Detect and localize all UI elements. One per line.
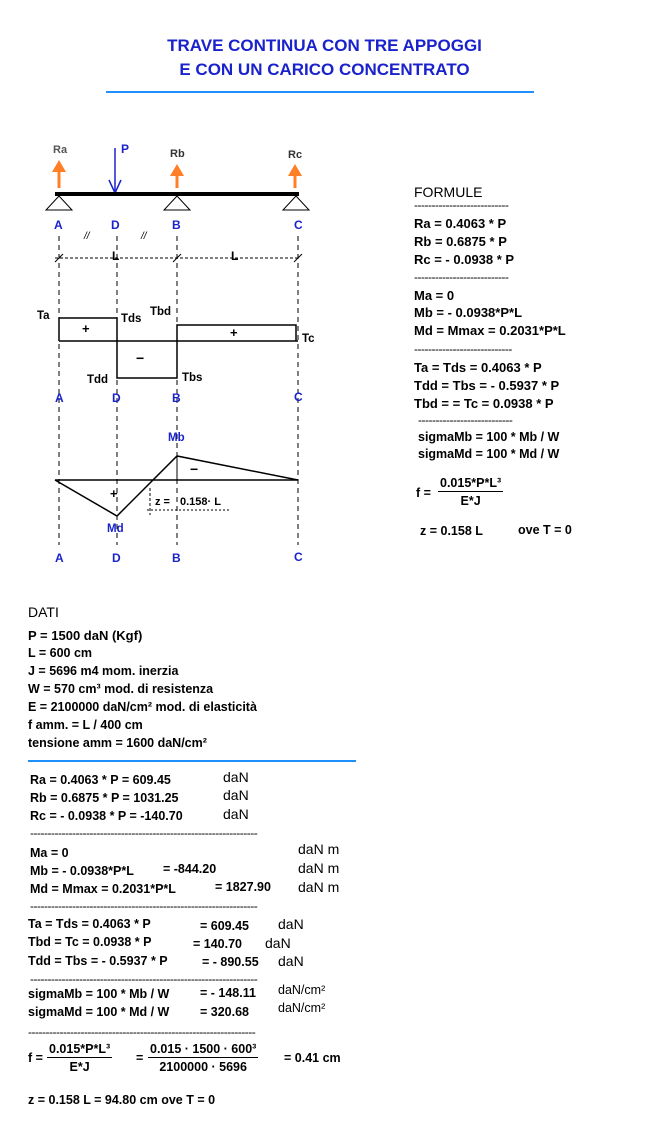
result-sigma-mb: sigmaMb = 100 * Mb / W <box>28 987 170 1001</box>
result-sep-3: ----------------------------------------------------------------- <box>30 972 258 986</box>
dati-heading: DATI <box>28 604 59 620</box>
result-tdd-value: = - 890.55 <box>202 955 259 969</box>
result-rc-unit: daN <box>223 806 249 822</box>
label-md: Md <box>107 523 124 535</box>
formule-rb: Rb = 0.6875 * P <box>414 234 507 249</box>
span-label-2: L <box>231 249 239 263</box>
label-ra: Ra <box>53 144 68 156</box>
formule-sep-4: --------------------------- <box>418 413 513 427</box>
point-d-label-3: D <box>112 551 121 565</box>
z-value: 0.158· L <box>180 496 221 508</box>
title-rule <box>106 91 534 93</box>
result-ma-unit: daN m <box>298 841 340 857</box>
shear-plus-2: + <box>230 325 238 340</box>
result-tbd: Tbd = Tc = 0.0938 * P <box>28 935 152 949</box>
result-mb-value: = -844.20 <box>163 862 217 876</box>
formule-heading: FORMULE <box>414 184 483 200</box>
formule-mb: Mb = - 0.0938*P*L <box>414 305 523 320</box>
support-a <box>46 196 72 210</box>
result-f-value: = 0.41 cm <box>284 1051 341 1065</box>
point-c-label: C <box>294 218 303 232</box>
point-a-label: A <box>54 218 63 232</box>
result-f-denominator-2: 2100000 · 5696 <box>159 1060 247 1074</box>
label-rb: Rb <box>170 148 185 160</box>
label-ta: Ta <box>37 310 50 322</box>
point-c-label-2: C <box>294 390 303 404</box>
label-tdd: Tdd <box>87 374 109 386</box>
formule-sigma-mb: sigmaMb = 100 * Mb / W <box>418 430 560 444</box>
shear-block-db <box>117 341 177 378</box>
label-tbd: Tbd <box>150 306 172 318</box>
result-rb-unit: daN <box>223 787 249 803</box>
result-sigma-mb-value: = - 148.11 <box>200 986 256 1000</box>
formule-f-numerator: 0.015*P*L³ <box>440 476 502 490</box>
reaction-arrow-c <box>288 164 302 188</box>
result-md: Md = Mmax = 0.2031*P*L <box>30 882 176 896</box>
result-sigma-md: sigmaMd = 100 * Md / W <box>28 1005 170 1019</box>
point-b-label-3: B <box>172 551 181 565</box>
result-f-fraction-2 <box>148 1042 258 1074</box>
dati-e: E = 2100000 daN/cm² mod. di elasticità <box>28 700 257 714</box>
shear-minus: − <box>136 350 145 366</box>
result-ta-unit: daN <box>278 916 304 932</box>
label-rc: Rc <box>288 149 303 161</box>
point-d-label: D <box>111 218 120 232</box>
result-sigma-md-value: = 320.68 <box>200 1005 250 1019</box>
result-ta: Ta = Tds = 0.4063 * P <box>28 917 151 931</box>
formule-ta: Ta = Tds = 0.4063 * P <box>414 360 542 375</box>
label-p: P <box>121 142 130 156</box>
result-tbd-unit: daN <box>265 935 291 951</box>
half-mark-1: // <box>84 231 90 242</box>
support-c <box>283 196 309 210</box>
result-rb: Rb = 0.6875 * P = 1031.25 <box>30 791 179 805</box>
result-sigma-mb-unit: daN/cm² <box>278 983 326 997</box>
page-subtitle: E CON UN CARICO CONCENTRATO <box>179 60 470 79</box>
label-mb: Mb <box>168 432 185 444</box>
result-rc: Rc = - 0.0938 * P = -140.70 <box>30 809 183 823</box>
formule-sep-3: ---------------------------- <box>414 342 512 356</box>
formule-rc: Rc = - 0.0938 * P <box>414 252 515 267</box>
formule-sigma-md: sigmaMd = 100 * Md / W <box>418 447 560 461</box>
result-f-numerator-2: 0.015 · 1500 · 600³ <box>150 1042 257 1056</box>
result-sep-4: ----------------------------------------------------------------- <box>28 1025 256 1039</box>
label-tc: Tc <box>302 333 315 345</box>
page-title: TRAVE CONTINUA CON TRE APPOGGI <box>167 36 482 55</box>
label-tbs: Tbs <box>182 372 203 384</box>
point-b-label-2: B <box>172 391 181 405</box>
result-sep-1: ----------------------------------------------------------------- <box>30 826 258 840</box>
result-ta-value: = 609.45 <box>200 919 250 933</box>
result-tdd: Tdd = Tbs = - 0.5937 * P <box>28 954 168 968</box>
span-label-1: L <box>112 249 120 263</box>
result-f-eq: = <box>136 1051 144 1065</box>
result-f-numerator: 0.015*P*L³ <box>49 1042 111 1056</box>
formule-md: Md = Mmax = 0.2031*P*L <box>414 323 566 338</box>
moment-plus: + <box>110 486 118 501</box>
dati-rule <box>28 760 356 762</box>
dati-p: P = 1500 daN (Kgf) <box>28 628 143 643</box>
result-ra: Ra = 0.4063 * P = 609.45 <box>30 773 171 787</box>
shear-plus-1: + <box>82 321 90 336</box>
label-tds: Tds <box>121 313 142 325</box>
point-b-label: B <box>172 218 181 232</box>
result-ma: Ma = 0 <box>30 846 69 860</box>
reaction-arrow-b <box>170 164 184 188</box>
z-label: z = <box>155 496 170 508</box>
formule-tdd: Tdd = Tbs = - 0.5937 * P <box>414 378 560 393</box>
result-ra-unit: daN <box>223 769 249 785</box>
dati-j: J = 5696 m4 mom. inerzia <box>28 664 179 678</box>
result-mb-unit: daN m <box>298 860 340 876</box>
half-mark-2: // <box>141 231 147 242</box>
result-tdd-unit: daN <box>278 953 304 969</box>
point-d-label-2: D <box>112 391 121 405</box>
load-arrow <box>109 148 121 193</box>
beam-diagram <box>0 130 330 570</box>
dati-famm: f amm. = L / 400 cm <box>28 718 143 732</box>
result-md-unit: daN m <box>298 879 340 895</box>
result-z: z = 0.158 L = 94.80 cm ove T = 0 <box>28 1093 216 1107</box>
formule-f-denominator: E*J <box>460 494 481 508</box>
result-mb: Mb = - 0.0938*P*L <box>30 864 134 878</box>
formule-sep-1: --------------------------- <box>414 198 509 212</box>
result-f-label: f = <box>28 1051 43 1065</box>
result-f-denominator: E*J <box>69 1060 90 1074</box>
result-sigma-md-unit: daN/cm² <box>278 1001 326 1015</box>
formule-ma: Ma = 0 <box>414 288 455 303</box>
result-tbd-value: = 140.70 <box>193 937 243 951</box>
point-a-label-3: A <box>55 551 64 565</box>
point-c-label-3: C <box>294 550 303 564</box>
dati-tensione: tensione amm = 1600 daN/cm² <box>28 736 207 750</box>
reaction-arrow-a <box>52 160 66 188</box>
moment-minus: − <box>190 461 199 477</box>
formule-f-label: f = <box>416 486 431 500</box>
formule-z: z = 0.158 L <box>420 524 483 538</box>
dati-w: W = 570 cm³ mod. di resistenza <box>28 682 214 696</box>
formule-z-note: ove T = 0 <box>518 523 572 537</box>
formule-f-fraction <box>438 476 503 508</box>
result-md-value: = 1827.90 <box>215 880 271 894</box>
support-b <box>164 196 190 210</box>
dati-l: L = 600 cm <box>28 646 93 660</box>
formule-ra: Ra = 0.4063 * P <box>414 216 507 231</box>
result-f-fraction <box>47 1042 112 1074</box>
formule-sep-2: --------------------------- <box>414 270 509 284</box>
formule-tbd: Tbd = = Tc = 0.0938 * P <box>414 396 554 411</box>
result-sep-2: ----------------------------------------------------------------- <box>30 899 258 913</box>
point-a-label-2: A <box>55 391 64 405</box>
